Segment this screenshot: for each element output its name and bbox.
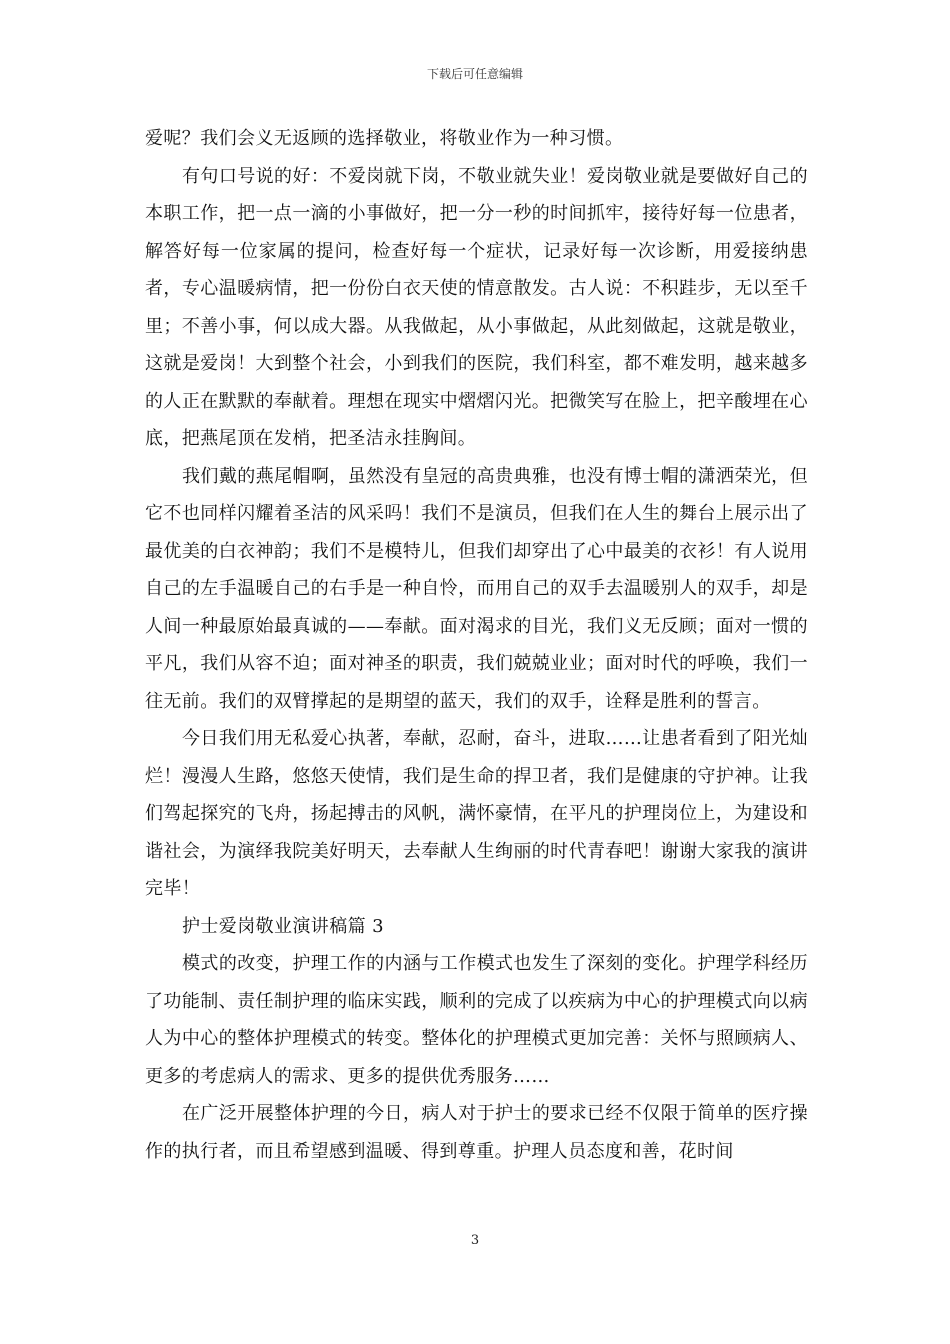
paragraph-2: 有句口号说的好：不爱岗就下岗，不敬业就失业！爱岗敬业就是要做好自己的本职工作，把一点一滴的小事做好，把一分一秒的时间抓牢，接待好每一位患者，解答好每一位家属的提问，检查好每一个症状，记录好每一次诊断，用爱接纳患者，专心温暖病情，把一份份白衣天使的情意散发。古人说：不积跬步，无以至千里；不善小事，何以成大器。从我做起，从小事做起，从此刻做起，这就是敬业，这就是爱岗！大到整个社会，小到我们的医院，我们科室，都不难发明，越来越多的人正在默默的奉献着。理想在现实中熠熠闪光。把微笑写在脸上，把辛酸埋在心底，把燕尾顶在发梢，把圣洁永挂胸间。: [145, 165, 808, 449]
paragraph-6: 在广泛开展整体护理的今日，病人对于护士的要求已经不仅限于简单的医疗操作的执行者，而且希望感到温暖、得到尊重。护理人员态度和善，花时间: [145, 1103, 808, 1162]
paragraph-5: 模式的改变，护理工作的内涵与工作模式也发生了深刻的变化。护理学科经历了功能制、责任制护理的临床实践，顺利的完成了以疾病为中心的护理模式向以病人为中心的整体护理模式的转变。整体化的护理模式更加完善：关怀与照顾病人、更多的考虑病人的需求、更多的提供优秀服务……: [145, 953, 808, 1087]
document-body: [145, 120, 808, 1170]
page-header: 下载后可任意编辑: [426, 67, 523, 81]
page-number: 3: [470, 1233, 480, 1248]
paragraph-1: 爱呢？我们会义无返顾的选择敬业，将敬业作为一种习惯。: [145, 128, 624, 149]
paragraph-4: 今日我们用无私爱心执著，奉献，忍耐，奋斗，进取……让患者看到了阳光灿烂！漫漫人生路，悠悠天使情，我们是生命的捍卫者，我们是健康的守护神。让我们驾起探究的飞舟，扬起搏击的风帆，满怀豪情，在平凡的护理岗位上，为建设和谐社会，为演绎我院美好明天，去奉献人生绚丽的时代青春吧！谢谢大家我的演讲完毕！: [145, 728, 808, 899]
section-heading: 护士爱岗敬业演讲稿篇 3: [182, 915, 384, 937]
paragraph-3: 我们戴的燕尾帽啊，虽然没有皇冠的高贵典雅，也没有博士帽的潇洒荣光，但它不也同样闪耀着圣洁的风采吗！我们不是演员，但我们在人生的舞台上展示出了最优美的白衣神韵；我们不是模特儿，但我们却穿出了心中最美的衣衫！有人说用自己的左手温暖自己的右手是一种自怜，而用自己的双手去温暖别人的双手，却是人间一种最原始最真诚的——奉献。面对渴求的目光，我们义无反顾；面对一惯的平凡，我们从容不迫；面对神圣的职责，我们兢兢业业；面对时代的呼唤，我们一往无前。我们的双臂撑起的是期望的蓝天，我们的双手，诠释是胜利的誓言。: [145, 465, 808, 712]
